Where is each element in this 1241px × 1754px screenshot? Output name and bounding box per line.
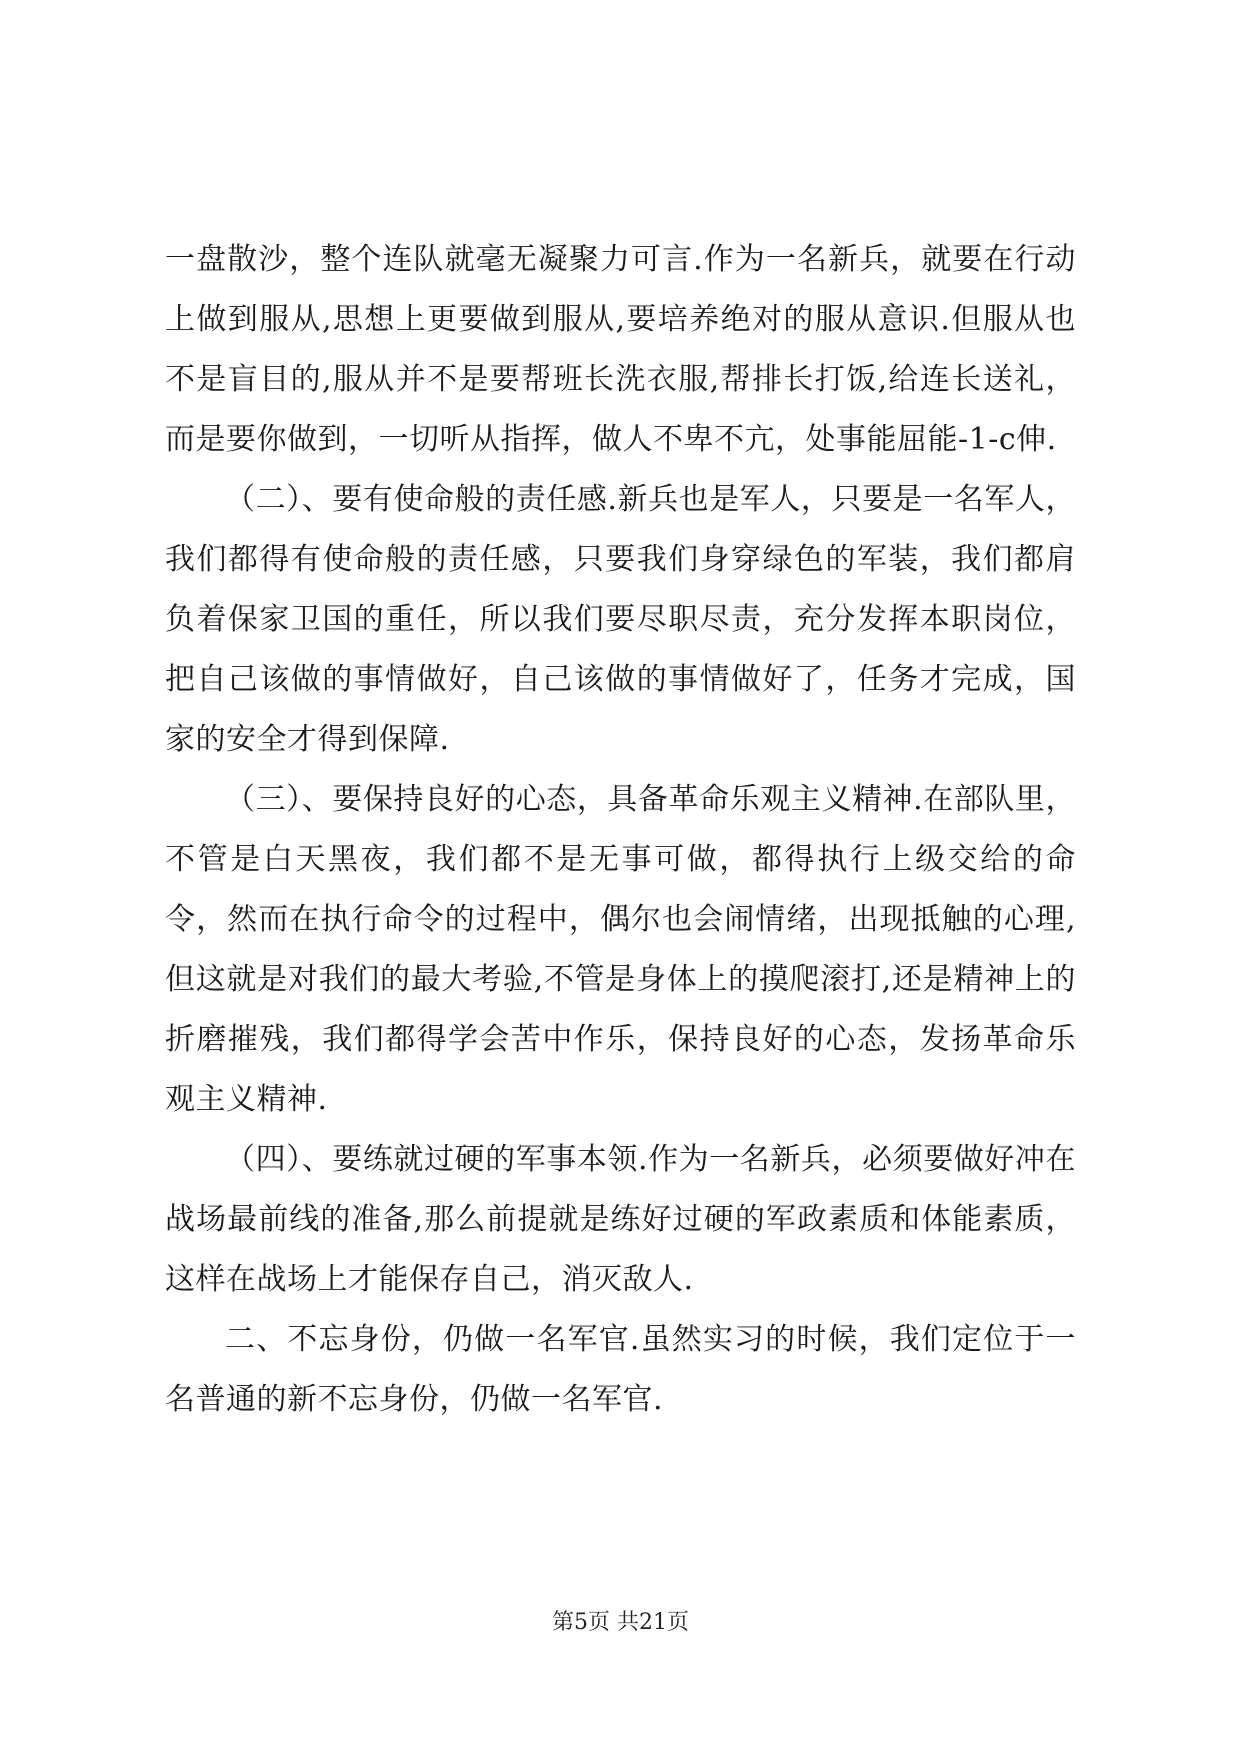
paragraph-5: 二、不忘身份，仍做一名军官.虽然实习的时候，我们定位于一名普通的新不忘身份，仍做一名军官. bbox=[165, 1322, 1076, 1417]
paragraph-4: （四）、要练就过硬的军事本领.作为一名新兵，必须要做好冲在战场最前线的准备,那么前提就是练好过硬的军政素质和体能素质，这样在战场上才能保存自己，消灭敌人. bbox=[165, 1142, 1076, 1297]
paragraph-3: （三）、要保持良好的心态，具备革命乐观主义精神.在部队里，不管是白天黑夜，我们都不是无事可做，都得执行上级交给的命令，然而在执行命令的过程中，偶尔也会闹情绪，出现抵触的心理,但这就是对我们的最大考验,不管是身体上的摸爬滚打,还是精神上的折磨摧残，我们都得学会苦中作乐，保持良好的心态，发扬革命乐观主义精神. bbox=[165, 782, 1076, 1117]
paragraph-2: （二）、要有使命般的责任感.新兵也是军人，只要是一名军人，我们都得有使命般的责任感，只要我们身穿绿色的军装，我们都肩负着保家卫国的重任，所以我们要尽职尽责，充分发挥本职岗位，把自己该做的事情做好，自己该做的事情做好了，任务才完成，国家的安全才得到保障. bbox=[165, 482, 1076, 757]
document-body bbox=[165, 230, 1076, 1430]
page-footer: 第5页 共21页 bbox=[552, 1610, 689, 1635]
paragraph-1: 一盘散沙，整个连队就毫无凝聚力可言.作为一名新兵，就要在行动上做到服从,思想上更要做到服从,要培养绝对的服从意识.但服从也不是盲目的,服从并不是要帮班长洗衣服,帮排长打饭,给连长送礼，而是要你做到，一切听从指挥，做人不卑不亢，处事能屈能-1-c伸. bbox=[165, 242, 1076, 457]
